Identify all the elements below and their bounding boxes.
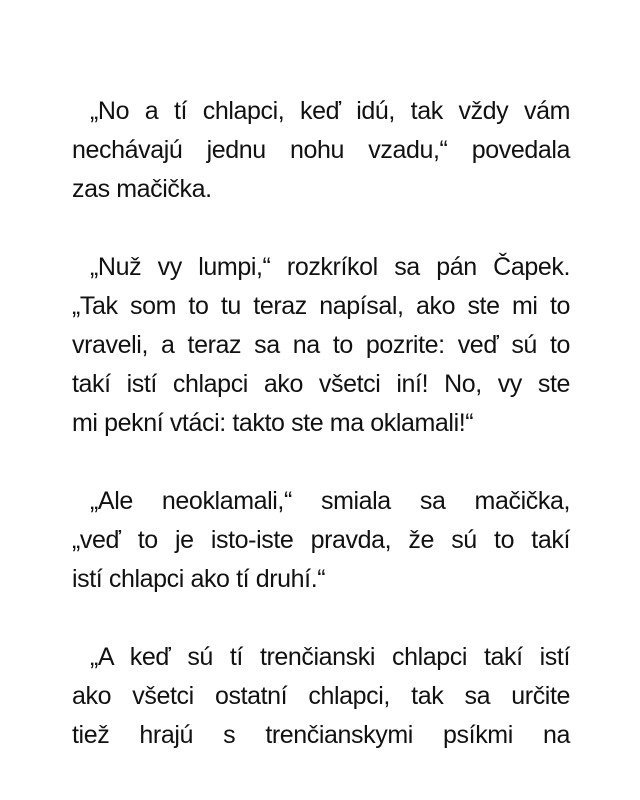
text-line: „No a tí chlapci, keď idú, tak vždy vám (90, 97, 570, 125)
text-line: istí chlapci ako tí druhí.“ (72, 565, 326, 593)
text-line: „Nuž vy lumpi,“ rozkríkol sa pán Čapek. (90, 253, 570, 281)
book-page (72, 92, 570, 794)
text-line: nechávajú jednu nohu vzadu,“ povedala (72, 136, 570, 164)
paragraph (72, 248, 570, 443)
paragraph (72, 482, 570, 599)
text-line: tiež hrajú s trenčianskymi psíkmi na (72, 721, 570, 749)
paragraph (72, 638, 570, 755)
text-line: „Ale neoklamali,“ smiala sa mačička, (90, 487, 570, 515)
paragraph (72, 92, 570, 209)
text-line: „veď to je isto-iste pravda, že sú to takí (72, 526, 570, 554)
text-line: takí istí chlapci ako všetci iní! No, vy ste (72, 370, 570, 398)
text-line: ako všetci ostatní chlapci, tak sa určite (72, 682, 570, 710)
text-line: vraveli, a teraz sa na to pozrite: veď sú to (72, 331, 570, 359)
text-line: „Tak som to tu teraz napísal, ako ste mi to (72, 292, 570, 320)
text-line: „A keď sú tí trenčianski chlapci takí istí (90, 643, 570, 671)
text-line: mi pekní vtáci: takto ste ma oklamali!“ (72, 409, 474, 437)
text-line: zas mačička. (72, 175, 212, 203)
